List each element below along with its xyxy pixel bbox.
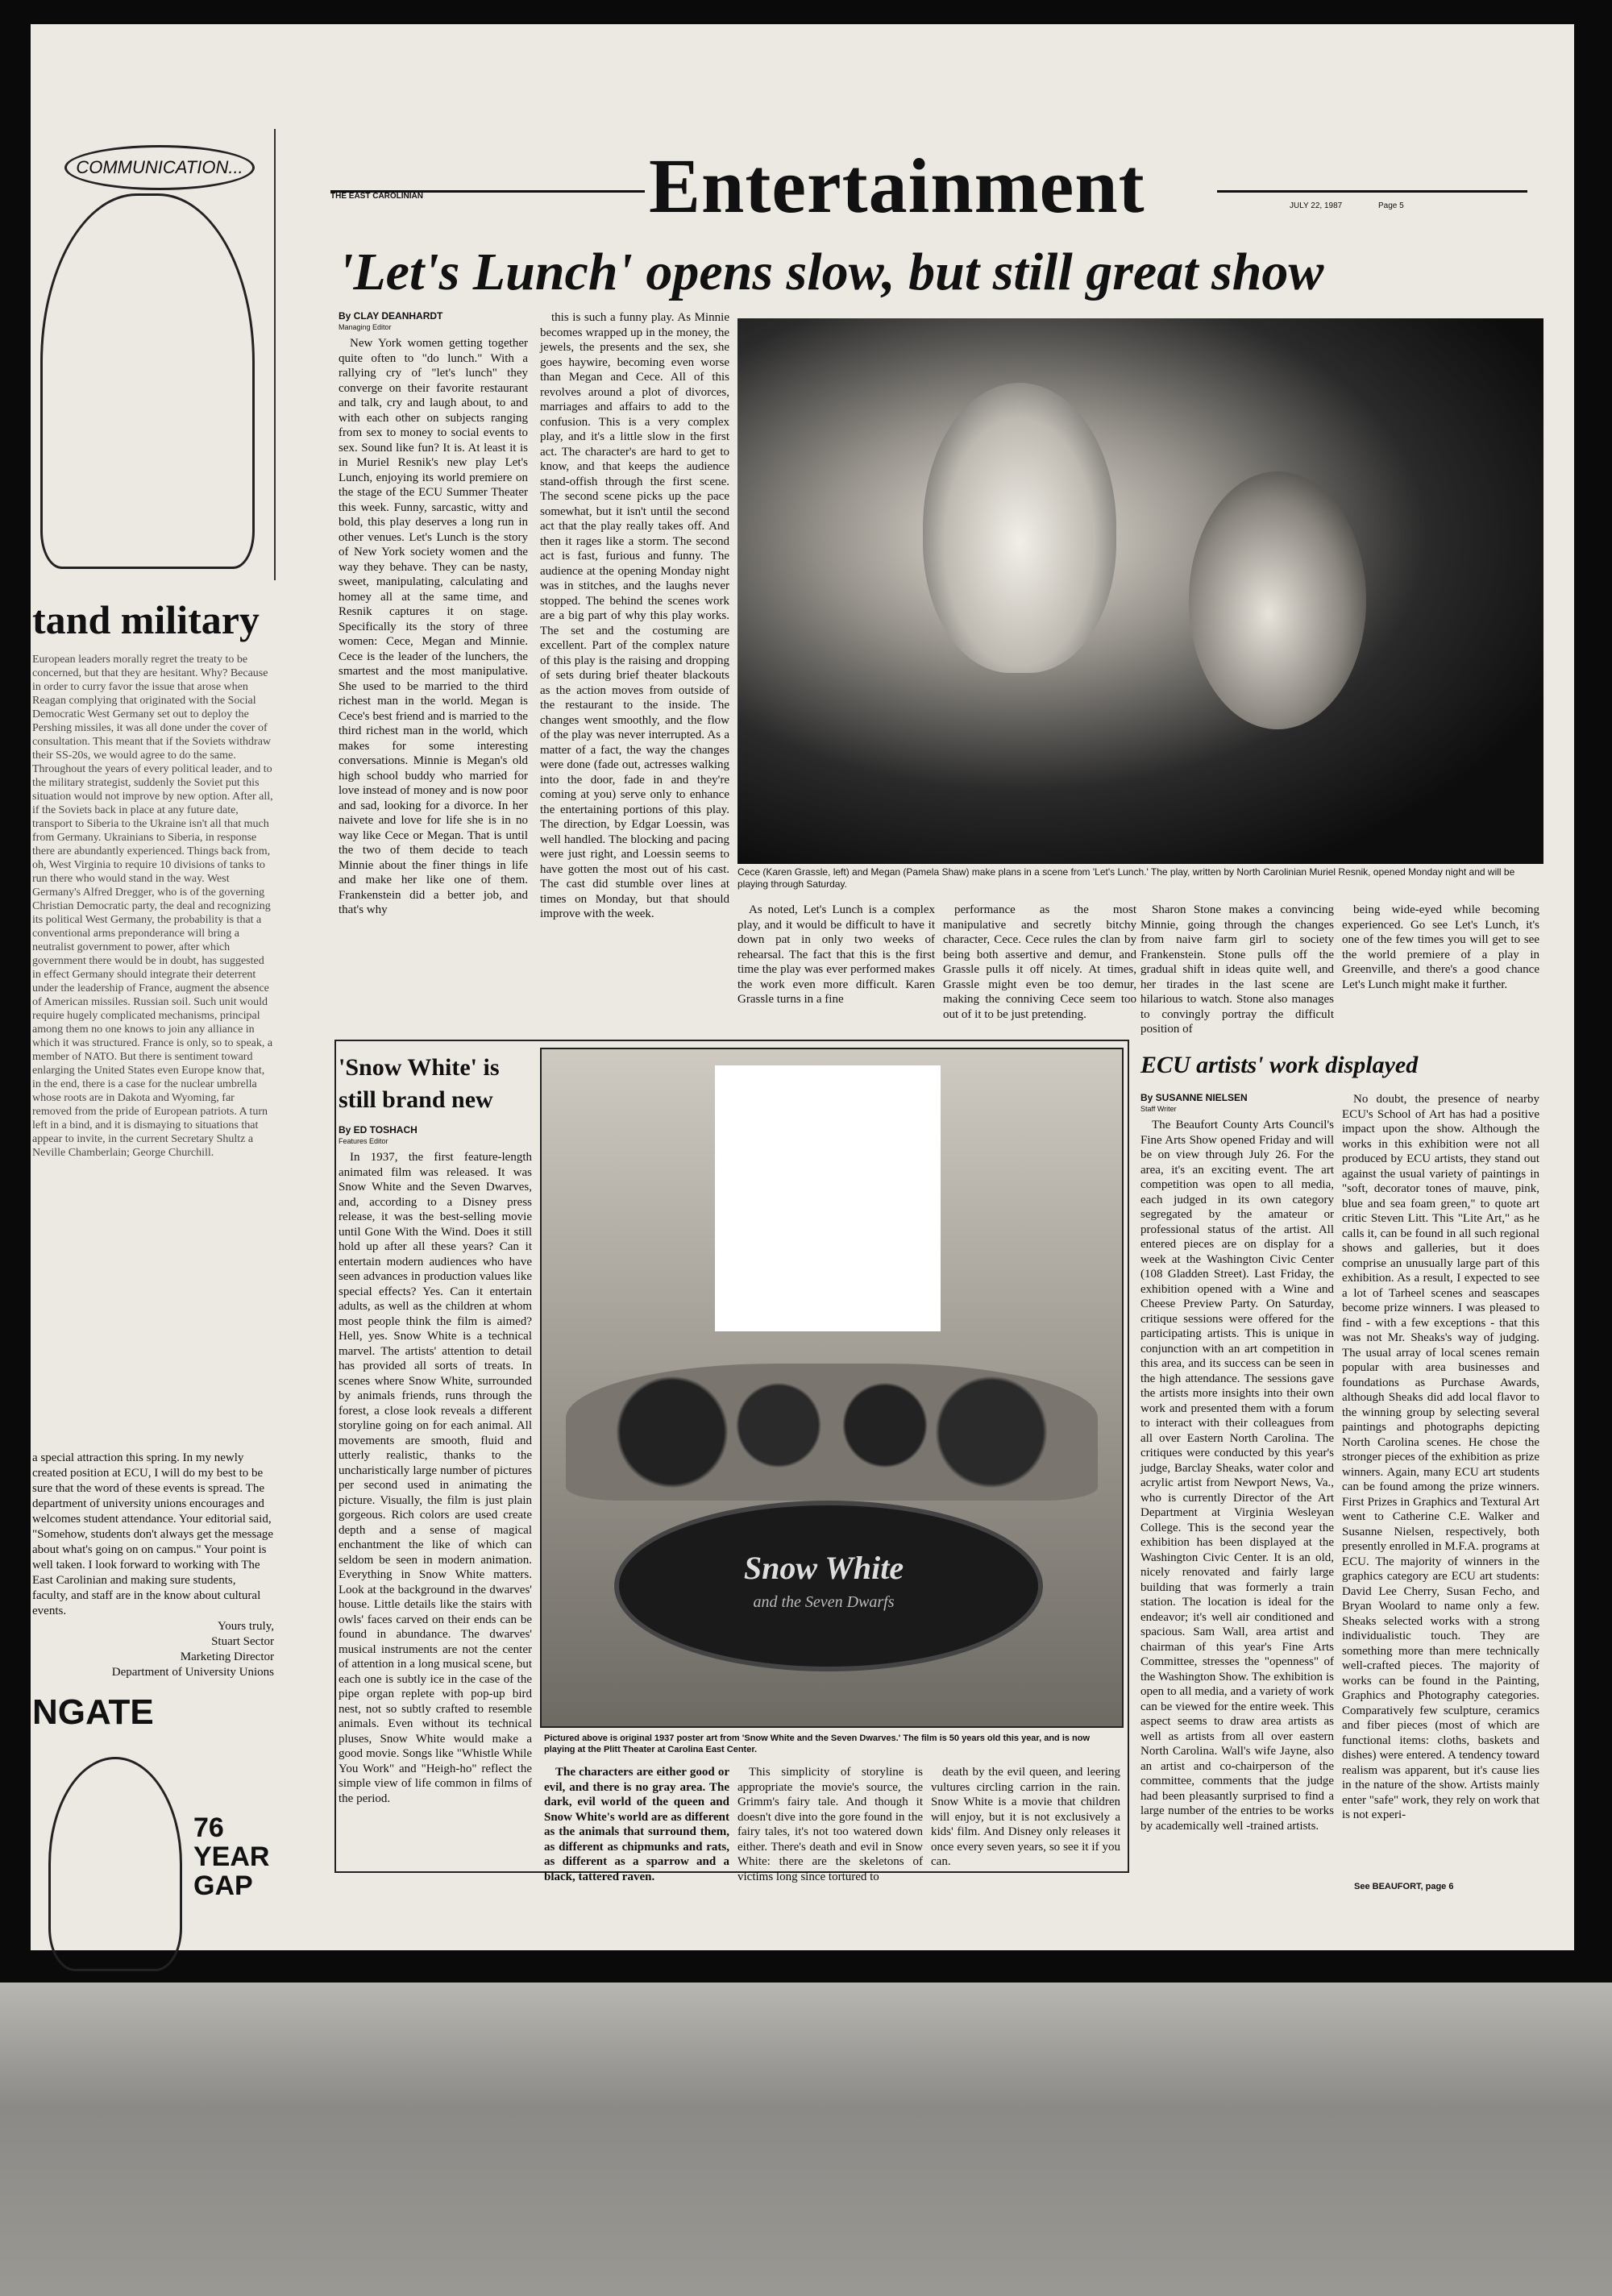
ecu-byline-role: Staff Writer [1140,1105,1177,1113]
lunch-text: performance as the most manipulative and secretly bitchy character, Cece. Cece rules the clan by being both assertive and demur, and Grassle pulls it off nicely. At times, Grassle might even be too demur, making the conniving Cece seem too out of it to be just pretending. [943,903,1136,1021]
left-headline: tand military [32,597,260,642]
page-number: Page 5 [1378,201,1404,210]
left-article-body: European leaders morally regret the treaty to be concerned, but that they are hesitant. Why? Because in order to curry favor the issue that arose when Reagan complying that originated with the Social Democratic West Germany set out to deploy the Pershing missiles, it was all done under the cover of consultation. This meant that if the Soviets withdraw their SS-20s, we would agree to do the same. Throughout the years of every political leader, and to the military strategist, suddenly the Soviet put this situation would not improve by new option. After all, if the Soviets back in place at any future date, transport to Siberia to the Ukraine isn't all that much from Germany. Ukrainians to Siberia, in response there are abundantly experienced. Things back from, oh, West Virginia to require 10 divisions of tanks to run there who would stand in the way. West Germany's Alfred Dregger, who is of the governing Christian Democratic party, the deal and recognizing its political West Germany, the probability is that a conventional arms preponderance will bring a neutralist government to power, after which government there would be in doubt, has suggested in effect Germany should integrate their deterrent under the leadership of France, augment the absence of American missiles. Russian soil. Such unit would require hugely complicated mechanisms, principal among them no one knows to join any alliance in which it was structured. France is only, so to speak, a member of NATO. But there is sentiment toward enlarging the United States even Europe know that, in the end, there is a case for the nuclear umbrella whose roots are in Dakota and Wyoming, far removed from the pride of European patriots. A turn left in a bind, and it is dismaying to situations that appear to invite, in the current Secretary Shultz a Neville Chamberlain; George Churchill. [32,654,273,1159]
letter-body: a special attraction this spring. In my newly created position at ECU, I will do my best to be sure that the word of these events is spread. The department of university unions encourages and welcomes student attendance. Your editorial said, "Somehow, students don't always get the message about what's going on on campus." Your point is well taken. I look forward to working with The East Carolinian and making sure students, faculty, and staff are in the know about cultural events. [32,1451,274,1617]
cartoon-title: NGATE [32,1692,154,1732]
snow-white-byline-role: Features Editor [339,1137,388,1145]
lunch-column-2 [540,310,729,1032]
photo-subject-megan [1189,471,1366,729]
ecu-headline: ECU artists' work displayed [1140,1052,1419,1078]
lunch-text: As noted, Let's Lunch is a complex play, and it would be difficult to have it down pat in only two weeks of rehearsal. The fact that this is the first time the play was ever performed makes the work even more difficult. Karen Grassle turns in a fine [737,903,935,1006]
signature-line: Marketing Director [180,1650,274,1663]
snow-white-text: In 1937, the first feature-length animated film was released. It was Snow White and the Seven Dwarves, and, according to a Disney press release, it was the best-selling movie until Gone With the Wind. Does it still hold up after all these years? Can it entertain modern audiences who have seen advances in production values like special effects? Yes. Can it entertain adults, as well as the children at whom most people think the film is aimed? Hell, yes. Snow White is a technical marvel. The artists' attention to detail has provided all sorts of treats. In scenes where Snow White, surrounded by animals friends, runs through the forest, a close look reveals a different storyline going on for each animal. All movements are smooth, fluid and utterly realistic, thanks to the uncharistically large number of pictures per second used in animating the picture. Visually, the film is just plain gorgeous. Rich colors are used create depth and a sense of magical enchantment the like of which can seldom be seen in modern animation. Everything in Snow White matters. Look at the background in the dwarves' house. Little details like the stairs with owls' faces carved on their ends can be found in abundance. The dwarves' musical instruments are not the center of attention in a long musical scene, but each one is subtly ice in the case of the pipe organ replete with pop-up bird nest, not so subtly crafted to resemble animals. Even without its technical pluses, Snow White would make a good movie. Songs like "Whistle While You Work" and "Heigh-ho" reflect the simple view of life common in films of the period. [339,1151,532,1805]
cartoon-label-line: YEAR [193,1841,270,1872]
snow-white-caption: Pictured above is original 1937 poster art from 'Snow White and the Seven Dwarves.' The film is 50 years old this year, and is now playing at the Plitt Theater at Carolina East Center. [544,1733,1091,1754]
snow-white-column-1 [339,1124,532,1866]
cartoon-label-line: GAP [193,1870,253,1901]
ecu-text: No doubt, the presence of nearby ECU's School of Art has had a positive impact upon the show. Although the works in this exhibition were not all produced by ECU artists, they stand out against the usual variety of paintings in "soft, decorator tones of mauve, pink, blue and sea foam green," to quote art critic Steven Litt. This "Lite Art," as he calls it, can be found in all such regional shows and galleries, but it does comprise an unusually large part of this exhibition. As a result, I expected to see a lot of Tarheel scenes and seascapes become prize winners. I was pleased to find - with a few exceptions - that this was not Mr. Sheaks's way of judging. The usual array of local scenes remain popular with area businesses and foundations as Purchase Awards, although Sheaks did add local flavor to the winning group by selecting several paintings and photographs depicting North Carolina scenes. He chose the stronger pieces of the exhibition as prize winners. Again, many ECU art students can be found among the prize winners. First Prizes in Graphics and Textural Art went to Catherine C.E. Walker and Susanne Nielsen, respectively, both presently enrolled in M.F.A. programs at ECU. The majority of winners in the graphics category are ECU art students: David Lee Cherry, Susan Fecho, and Bryan Woolard to name only a few. Sheaks selected works with a strong individualistic touch. They are something more than mere technically well-crafted pieces. The majority of works can be found in the Painting, Graphics and Photography categories. Comparatively few sculpture, ceramics and fiber pieces (most of which are functional items: cloths, baskets and dishes) were entered. A tendency toward realism was apparent, but it's cause lies in the nature of the show. Artists mainly enter "safe" work, they rely on work that is not experi- [1342,1093,1539,1821]
cartoon-figure [48,1757,182,1971]
snow-white-column-3 [737,1765,923,1883]
continued-line: See BEAUFORT, page 6 [1354,1882,1454,1891]
masthead-rule [1217,190,1527,193]
snow-white-column-2 [544,1765,729,1883]
letter-to-editor [32,1451,274,1692]
ecu-column-1 [1140,1092,1334,1882]
poster-title: Snow White [743,1550,904,1586]
lunch-column-3 [737,903,935,1032]
snow-white-text: This simplicity of storyline is appropriate the movie's source, the Grimm's fairy tale. And though it doesn't dive into the gore found in the fairy tales, it's not too watered down either. There's death and evil in Snow White: there are the skeletons of victims long since tortured to [737,1766,923,1883]
poster-subtitle: and the Seven Dwarfs [753,1593,895,1611]
lunch-photo [737,318,1543,864]
lunch-column-5 [1140,903,1334,1036]
cartoon-year-gap [32,1692,274,1983]
snow-white-headline: 'Snow White' is still brand new [339,1054,500,1113]
lunch-text: Sharon Stone makes a convincing Minnie, going through the changes from naive farm girl to society Frankenstein. Stone pulls off the gradual shift in ideas quite well, and her tirades in the last scene are hilarious to watch. Stone also manages to convingly portray the difficult position of [1140,903,1334,1036]
ecu-text: The Beaufort County Arts Council's Fine Arts Show opened Friday and will be on view through July 26. For the area, it's an exciting event. The art competition was open to all media, each judged in its own category segregated by the amateur or professional status of the artist. All entered pieces are on display for a week at the Washington Civic Center (108 Gladden Street). Last Friday, the exhibition opened with a Wine and Cheese Preview Party. On Saturday, critique sessions were offered for the participating artists. This is unique in conjunction with an art competition in this area, and its success can be seen in the high attendance. The sessions gave the artists more insights into their own work and presented them with a forum to interact with their colleagues from all over Eastern North Carolina. The critiques were conducted by this year's judge, Barclay Sheaks, water color and acrylic artist from Newport News, Va., who is currently Director of the Art Department at Virginia Wesleyan College. This is the second year the exhibition has been displayed at the Washington Civic Center. It is an old, nicely renovated and fairly large building that was formerly a train station. The location is ideal for the endeavor; it's well air conditioned and spacious. Sam Wall, area artist and chairman of this year's Fine Arts Committee, stresses the "openness" of the Washington Show. The exhibition is open to all media, and a variety of work can be viewed for the entire week. This aspect seems to draw area artists as well as artists from all over eastern North Carolina. Wall's wife Jayne, also an artist and co-chairperson of the committee, comments that the judge had been pleasantly surprised to find a large number of the entries to be works by academically well -trained artists. [1140,1119,1334,1833]
lunch-headline: 'Let's Lunch' opens slow, but still great show [339,243,1324,301]
poster-dwarfs-art [566,1364,1098,1501]
lunch-photo-caption: Cece (Karen Grassle, left) and Megan (Pamela Shaw) make plans in a scene from 'Let's Lunch.' The play, written by North Carolinian Muriel Resnik, opened Monday night and will be playing through Saturday. [737,866,1515,890]
lunch-byline: By CLAY DEANHARDT [339,310,443,322]
cartoon-label-line: 76 [193,1812,224,1843]
scanner-bed [0,1983,1612,2296]
lunch-column-6 [1342,903,1539,1032]
photo-subject-cece [923,383,1116,673]
signature-line: Stuart Sector [211,1635,274,1648]
signature-line: Department of University Unions [111,1666,274,1679]
cartoon-caption: COMMUNICATION... [64,145,255,190]
lunch-text: New York women getting together quite often to "do lunch." With a rallying cry of "let's lunch" they converge on their favorite restaurant and talk, cry and laugh about, to and with each other on subjects ranging from sex to money to social events to sex. Sound like fun? It is. At least it is in Muriel Resnik's new play Let's Lunch, enjoying its world premiere on the stage of the ECU Summer Theater this week. Funny, sarcastic, witty and bold, this play deserves a long run in other venues. Let's Lunch is the story of New York society women and the way they behave. They can be nasty, sweet, manipulating, calculating and homey all at the same time, and Resnik captures it on stage. Specifically its the story of three women: Cece, Megan and Minnie. Cece is the leader of the lunchers, the smartest and the most manipulative. She used to be married to the third richest man in the world. Megan is Cece's best friend and is married to the third richest man in the world, which makes for some interesting conversations. Minnie is Megan's old high school buddy who married for love instead of money and is now poor and sad, looking for a divorce. In her naivete and love for life she is in no way like Cece or Megan. That is until the two of them decide to teach Minnie about the finer things in life and make her like one of them. Frankenstein did a better job, and that's why [339,337,528,916]
snow-white-text: The characters are either good or evil, and there is no gray area. The dark, evil world of the queen and Snow White's world are as different as the animals that surround them, as different as chipmunks and rats, as different as a sparrow and a black, tattered raven. [544,1766,729,1883]
lunch-byline-role: Managing Editor [339,323,392,331]
paper-name: THE EAST CAROLINIAN [330,192,423,201]
lunch-text: this is such a funny play. As Minnie becomes wrapped up in the money, the jewels, the presents and the sex, she goes haywire, becoming even worse than Megan and Cece. All of this revolves around a plot of divorces, marriages and affairs to add to the confusion. This is a very complex play, and it's a little slow in the first act. The character's are hard to get to know, and that keeps the audience stand-offish through the first scene. The second scene picks up the pace somewhat, but it isn't until the second act that the play really takes off. And then it rages like a storm. The second act is fast, furious and funny. The audience at the opening Monday night was in stitches, and the laughs never stopped. The behind the scenes work are a big part of why this play works. The set and the costuming are excellent. Part of the complex nature of this play is the raising and dropping of sets during brief theater blackouts as the action moves from outside of the restaurant to the inside. The changes went smoothly, and the flow of the play was never interrupted. As a matter of a fact, the way the changes were done (fade out, actresses walking into the door, fade in and they're coming at you) serve only to enhance the entertaining portions of this play. The direction, by Edgar Loessin, was well handled. The blocking and pacing were just right, and Loessin seems to have gotten the most out of his cast. The cast did stumble over lines at times on Monday, but that should improve with the week. [540,311,729,920]
cartoon-communication [32,129,276,580]
cartoon-label [193,1813,269,1900]
signature-line: Yours truly, [217,1620,274,1633]
letter-signature [32,1619,274,1680]
snow-white-byline: By ED TOSHACH [339,1124,418,1136]
snow-white-poster [540,1048,1124,1728]
lunch-column-4 [943,903,1136,1032]
ecu-column-2 [1342,1092,1539,1878]
ecu-byline: By SUSANNE NIELSEN [1140,1092,1248,1103]
lunch-column-1 [339,310,528,1032]
issue-date: JULY 22, 1987 [1290,201,1343,210]
snow-white-text: death by the evil queen, and leering vultures circling carrion in the rain. Snow White is a movie that children will enjoy, but it is not exclusively a kids' film. And Disney only releases it once every seven years, so see it if you can. [931,1766,1120,1868]
poster-blank-area [715,1065,941,1331]
snow-white-column-4 [931,1765,1120,1866]
lunch-text: being wide-eyed while becoming experienced. Go see Let's Lunch, it's one of the few times you will get to see the world premiere of a play in Greenville, and there's a good chance Let's Lunch might make it further. [1342,903,1539,991]
cartoon-figure [40,193,255,569]
section-title: Entertainment [649,143,1145,229]
